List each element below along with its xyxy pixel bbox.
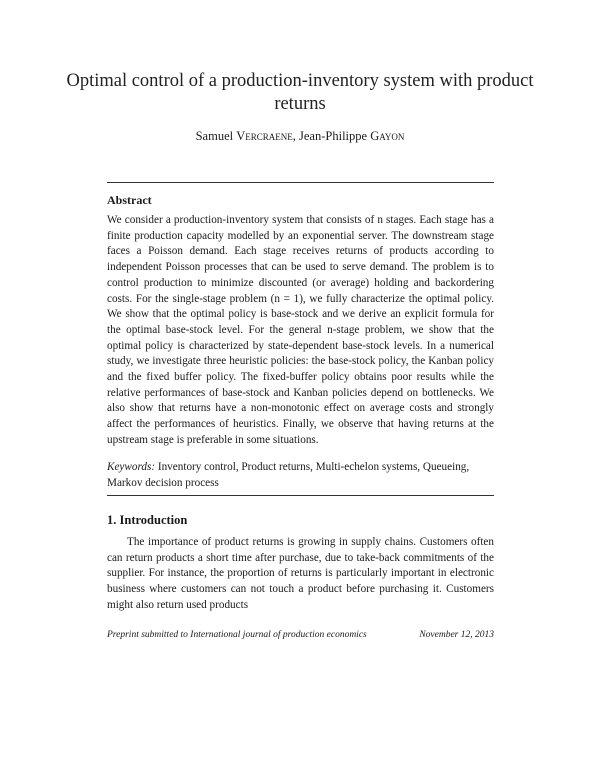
- section-heading-introduction: 1. Introduction: [107, 513, 188, 527]
- author-list: [60, 129, 540, 144]
- abstract-body: We consider a production-inventory system that consists of n stages. Each stage has a finite production capacity modelled by an exponential server. The downstream stage faces a Poisson demand. Each stage receives returns of products according to independent Poisson processes that can be used to serve demand. The problem is to control production to minimize discounted (or average) holding and backordering costs. For the single-stage problem (n = 1), we fully characterize the optimal policy. We show that the optimal policy is base-stock and we derive an explicit formula for the optimal base-stock level. For the general n-stage problem, we show that the optimal policy is characterized by state-dependent base-stock levels. In a numerical study, we investigate three heuristic policies: the base-stock policy, the Kanban policy and the fixed buffer policy. The fixed-buffer policy obtains poor results while the relative performances of base-stock and Kanban policies depend on bottlenecks. We also show that returns have a non-monotonic effect on average costs and strongly affect the performances of heuristics. Finally, we observe that having returns at the upstream stage is preferable in some situations.: [107, 214, 494, 446]
- keywords: [107, 460, 494, 491]
- abstract-bottom-rule: [107, 495, 494, 496]
- introduction-paragraph: The importance of product returns is growing in supply chains. Customers often can return products a short time after purchase, due to take-back commitments of the supplier. For instance, the proportion of returns is particularly important in electronic business where customers can not touch a product before purchasing it. Customers might also return used products: [107, 536, 494, 611]
- author1-first-name: Samuel: [195, 129, 237, 143]
- footer-submission-note: Preprint submitted to International journal of production economics: [107, 630, 367, 640]
- page-footer: [107, 630, 494, 640]
- author2-first-name: Jean-Philippe: [299, 129, 371, 143]
- keywords-label: Keywords:: [107, 461, 156, 473]
- paper-title: Optimal control of a production-inventory system with product returns: [66, 71, 534, 114]
- abstract-heading: Abstract: [107, 193, 152, 207]
- abstract-top-rule: [107, 182, 494, 183]
- footer-date: November 12, 2013: [419, 630, 494, 640]
- author2-last-name: Gayon: [370, 129, 405, 143]
- keywords-text: Inventory control, Product returns, Multi-echelon systems, Queueing, Markov decision process: [107, 461, 470, 489]
- author-separator: ,: [292, 129, 300, 143]
- author1-last-name: Vercraene: [236, 129, 293, 143]
